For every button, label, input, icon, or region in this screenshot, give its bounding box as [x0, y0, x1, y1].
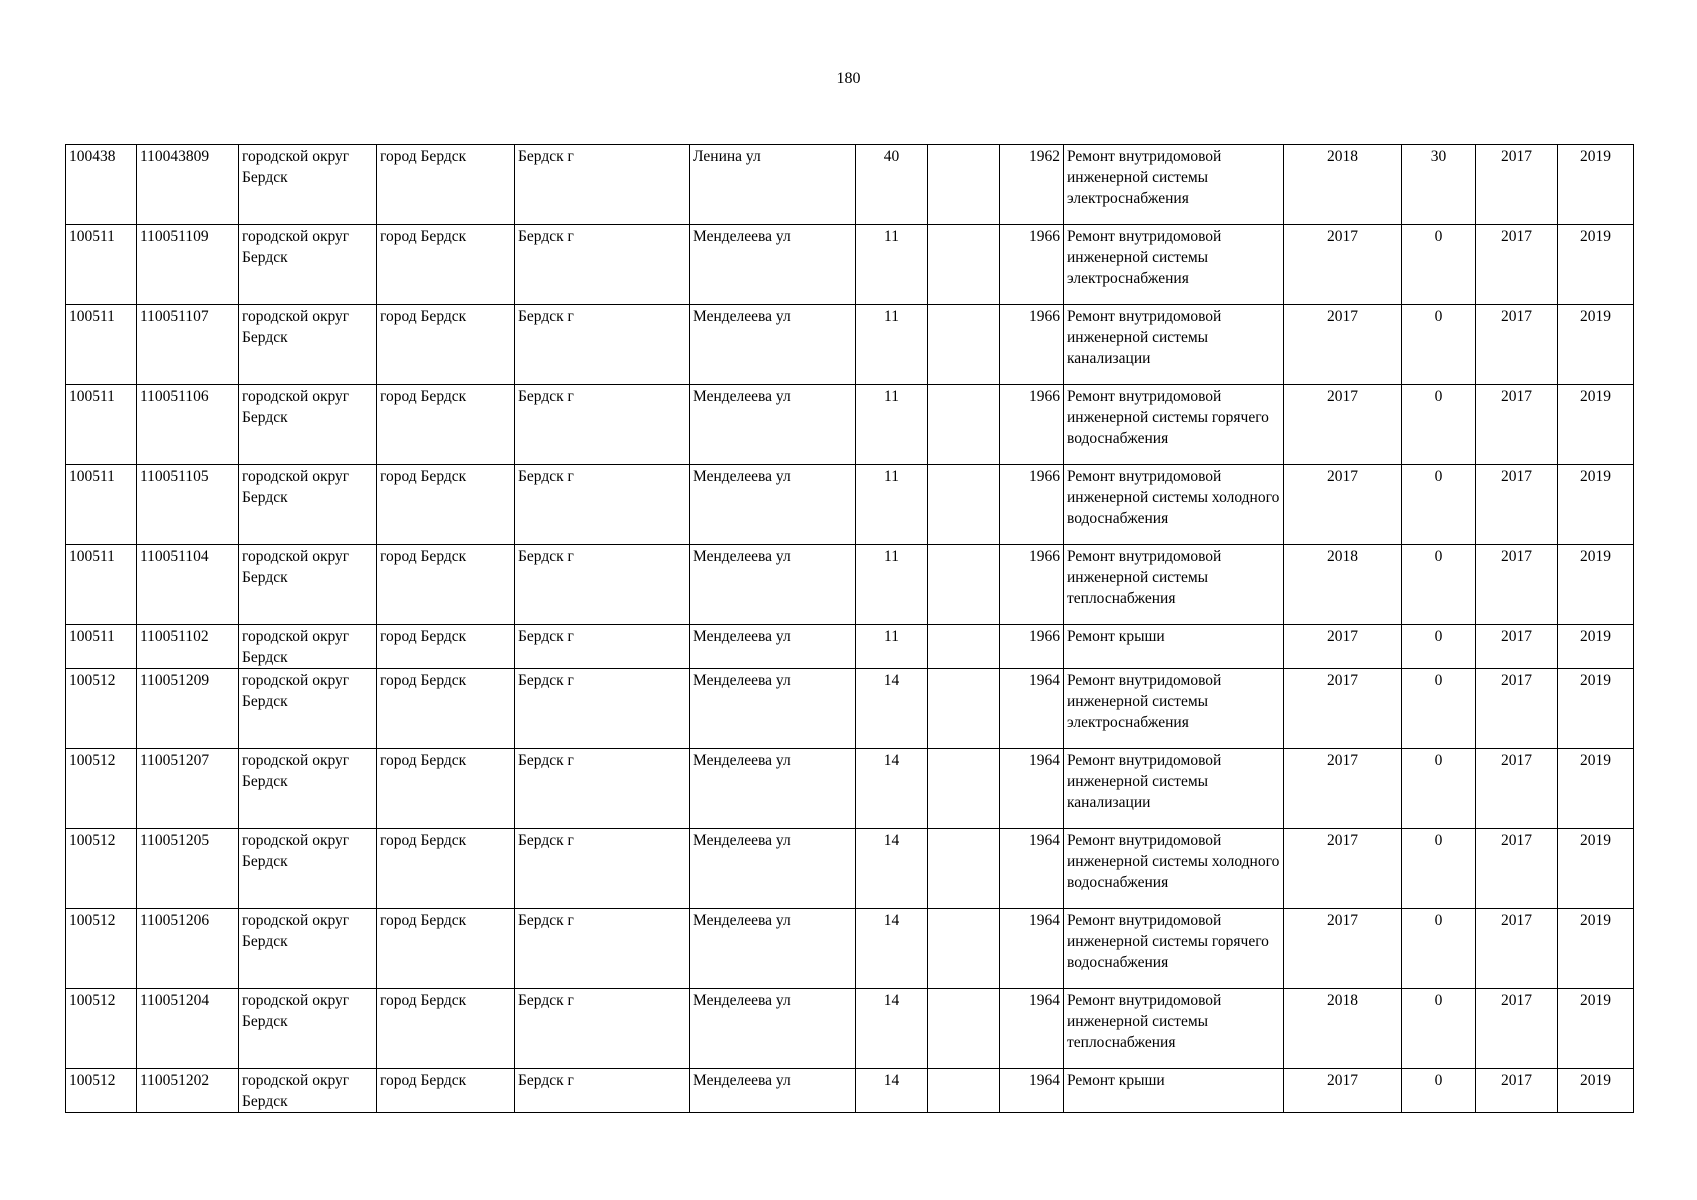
end-year-cell: 2019: [1558, 829, 1634, 909]
house-number-cell: 11: [856, 305, 928, 385]
start-year-cell: 2017: [1476, 225, 1558, 305]
element-id-cell: 110051105: [137, 465, 239, 545]
start-year-cell: 2017: [1476, 909, 1558, 989]
work-type-cell: Ремонт внутридомовой инженерной системы канализации: [1064, 749, 1284, 829]
element-id-cell: 110051102: [137, 625, 239, 669]
element-id-cell: 110043809: [137, 145, 239, 225]
end-year-cell: 2019: [1558, 625, 1634, 669]
settlement-cell: город Бердск: [377, 989, 515, 1069]
plan-year-cell: 2018: [1284, 145, 1402, 225]
end-year-cell: 2019: [1558, 465, 1634, 545]
build-year-cell: 1964: [1000, 989, 1064, 1069]
street-cell: Менделеева ул: [690, 625, 856, 669]
work-type-cell: Ремонт внутридомовой инженерной системы электроснабжения: [1064, 145, 1284, 225]
building-cell: [928, 669, 1000, 749]
building-cell: [928, 1069, 1000, 1113]
build-year-cell: 1964: [1000, 749, 1064, 829]
end-year-cell: 2019: [1558, 1069, 1634, 1113]
record-id-cell: 100511: [66, 385, 137, 465]
house-number-cell: 14: [856, 669, 928, 749]
plan-year-cell: 2017: [1284, 909, 1402, 989]
building-cell: [928, 305, 1000, 385]
percent-cell: 0: [1402, 625, 1476, 669]
start-year-cell: 2017: [1476, 989, 1558, 1069]
build-year-cell: 1966: [1000, 305, 1064, 385]
percent-cell: 0: [1402, 1069, 1476, 1113]
build-year-cell: 1964: [1000, 909, 1064, 989]
element-id-cell: 110051204: [137, 989, 239, 1069]
percent-cell: 0: [1402, 465, 1476, 545]
plan-year-cell: 2017: [1284, 749, 1402, 829]
end-year-cell: 2019: [1558, 909, 1634, 989]
municipality-cell: городской округ Бердск: [239, 465, 377, 545]
build-year-cell: 1962: [1000, 145, 1064, 225]
record-id-cell: 100512: [66, 749, 137, 829]
record-id-cell: 100511: [66, 545, 137, 625]
work-type-cell: Ремонт внутридомовой инженерной системы теплоснабжения: [1064, 545, 1284, 625]
build-year-cell: 1966: [1000, 225, 1064, 305]
settlement-cell: город Бердск: [377, 225, 515, 305]
locality-cell: Бердск г: [515, 829, 690, 909]
element-id-cell: 110051205: [137, 829, 239, 909]
build-year-cell: 1966: [1000, 465, 1064, 545]
work-type-cell: Ремонт внутридомовой инженерной системы холодного водоснабжения: [1064, 465, 1284, 545]
element-id-cell: 110051107: [137, 305, 239, 385]
house-number-cell: 14: [856, 1069, 928, 1113]
street-cell: Менделеева ул: [690, 225, 856, 305]
element-id-cell: 110051202: [137, 1069, 239, 1113]
settlement-cell: город Бердск: [377, 625, 515, 669]
plan-year-cell: 2018: [1284, 989, 1402, 1069]
start-year-cell: 2017: [1476, 749, 1558, 829]
settlement-cell: город Бердск: [377, 465, 515, 545]
house-number-cell: 14: [856, 909, 928, 989]
percent-cell: 0: [1402, 749, 1476, 829]
percent-cell: 0: [1402, 225, 1476, 305]
record-id-cell: 100512: [66, 1069, 137, 1113]
table-row: [66, 545, 1634, 625]
percent-cell: 0: [1402, 305, 1476, 385]
street-cell: Менделеева ул: [690, 305, 856, 385]
work-type-cell: Ремонт крыши: [1064, 1069, 1284, 1113]
table-row: [66, 625, 1634, 669]
street-cell: Менделеева ул: [690, 909, 856, 989]
building-cell: [928, 145, 1000, 225]
record-id-cell: 100512: [66, 989, 137, 1069]
municipality-cell: городской округ Бердск: [239, 145, 377, 225]
building-cell: [928, 625, 1000, 669]
municipality-cell: городской округ Бердск: [239, 305, 377, 385]
building-cell: [928, 545, 1000, 625]
house-number-cell: 11: [856, 545, 928, 625]
house-number-cell: 14: [856, 829, 928, 909]
percent-cell: 0: [1402, 829, 1476, 909]
building-cell: [928, 385, 1000, 465]
street-cell: Менделеева ул: [690, 545, 856, 625]
element-id-cell: 110051109: [137, 225, 239, 305]
work-type-cell: Ремонт внутридомовой инженерной системы электроснабжения: [1064, 225, 1284, 305]
plan-year-cell: 2017: [1284, 829, 1402, 909]
percent-cell: 0: [1402, 545, 1476, 625]
settlement-cell: город Бердск: [377, 669, 515, 749]
build-year-cell: 1964: [1000, 669, 1064, 749]
table-row: [66, 225, 1634, 305]
house-number-cell: 11: [856, 225, 928, 305]
municipality-cell: городской округ Бердск: [239, 385, 377, 465]
build-year-cell: 1964: [1000, 829, 1064, 909]
street-cell: Менделеева ул: [690, 1069, 856, 1113]
house-number-cell: 11: [856, 385, 928, 465]
plan-year-cell: 2017: [1284, 225, 1402, 305]
end-year-cell: 2019: [1558, 989, 1634, 1069]
building-cell: [928, 749, 1000, 829]
municipality-cell: городской округ Бердск: [239, 1069, 377, 1113]
table-row: [66, 909, 1634, 989]
settlement-cell: город Бердск: [377, 1069, 515, 1113]
percent-cell: 0: [1402, 989, 1476, 1069]
locality-cell: Бердск г: [515, 1069, 690, 1113]
build-year-cell: 1964: [1000, 1069, 1064, 1113]
table-row: [66, 669, 1634, 749]
municipality-cell: городской округ Бердск: [239, 225, 377, 305]
element-id-cell: 110051209: [137, 669, 239, 749]
start-year-cell: 2017: [1476, 625, 1558, 669]
building-cell: [928, 909, 1000, 989]
settlement-cell: город Бердск: [377, 909, 515, 989]
record-id-cell: 100512: [66, 669, 137, 749]
street-cell: Менделеева ул: [690, 465, 856, 545]
street-cell: Ленина ул: [690, 145, 856, 225]
settlement-cell: город Бердск: [377, 145, 515, 225]
end-year-cell: 2019: [1558, 385, 1634, 465]
house-number-cell: 11: [856, 465, 928, 545]
end-year-cell: 2019: [1558, 669, 1634, 749]
start-year-cell: 2017: [1476, 545, 1558, 625]
work-type-cell: Ремонт внутридомовой инженерной системы горячего водоснабжения: [1064, 909, 1284, 989]
building-cell: [928, 225, 1000, 305]
municipality-cell: городской округ Бердск: [239, 829, 377, 909]
table-row: [66, 989, 1634, 1069]
register-table: [65, 144, 1634, 1113]
work-type-cell: Ремонт внутридомовой инженерной системы канализации: [1064, 305, 1284, 385]
street-cell: Менделеева ул: [690, 385, 856, 465]
locality-cell: Бердск г: [515, 545, 690, 625]
locality-cell: Бердск г: [515, 465, 690, 545]
record-id-cell: 100438: [66, 145, 137, 225]
building-cell: [928, 465, 1000, 545]
locality-cell: Бердск г: [515, 625, 690, 669]
locality-cell: Бердск г: [515, 145, 690, 225]
end-year-cell: 2019: [1558, 749, 1634, 829]
table-row: [66, 829, 1634, 909]
work-type-cell: Ремонт крыши: [1064, 625, 1284, 669]
municipality-cell: городской округ Бердск: [239, 909, 377, 989]
street-cell: Менделеева ул: [690, 989, 856, 1069]
record-id-cell: 100511: [66, 465, 137, 545]
build-year-cell: 1966: [1000, 625, 1064, 669]
end-year-cell: 2019: [1558, 545, 1634, 625]
municipality-cell: городской округ Бердск: [239, 625, 377, 669]
record-id-cell: 100512: [66, 909, 137, 989]
locality-cell: Бердск г: [515, 669, 690, 749]
element-id-cell: 110051207: [137, 749, 239, 829]
locality-cell: Бердск г: [515, 385, 690, 465]
building-cell: [928, 829, 1000, 909]
locality-cell: Бердск г: [515, 749, 690, 829]
plan-year-cell: 2017: [1284, 385, 1402, 465]
percent-cell: 0: [1402, 669, 1476, 749]
settlement-cell: город Бердск: [377, 829, 515, 909]
house-number-cell: 14: [856, 989, 928, 1069]
locality-cell: Бердск г: [515, 989, 690, 1069]
municipality-cell: городской округ Бердск: [239, 545, 377, 625]
build-year-cell: 1966: [1000, 385, 1064, 465]
plan-year-cell: 2017: [1284, 1069, 1402, 1113]
work-type-cell: Ремонт внутридомовой инженерной системы горячего водоснабжения: [1064, 385, 1284, 465]
municipality-cell: городской округ Бердск: [239, 749, 377, 829]
record-id-cell: 100511: [66, 305, 137, 385]
table-row: [66, 305, 1634, 385]
work-type-cell: Ремонт внутридомовой инженерной системы холодного водоснабжения: [1064, 829, 1284, 909]
start-year-cell: 2017: [1476, 145, 1558, 225]
locality-cell: Бердск г: [515, 909, 690, 989]
start-year-cell: 2017: [1476, 829, 1558, 909]
plan-year-cell: 2018: [1284, 545, 1402, 625]
element-id-cell: 110051206: [137, 909, 239, 989]
start-year-cell: 2017: [1476, 385, 1558, 465]
locality-cell: Бердск г: [515, 305, 690, 385]
settlement-cell: город Бердск: [377, 749, 515, 829]
build-year-cell: 1966: [1000, 545, 1064, 625]
plan-year-cell: 2017: [1284, 669, 1402, 749]
settlement-cell: город Бердск: [377, 545, 515, 625]
plan-year-cell: 2017: [1284, 465, 1402, 545]
record-id-cell: 100511: [66, 625, 137, 669]
element-id-cell: 110051104: [137, 545, 239, 625]
table-body: [66, 145, 1634, 1113]
table-row: [66, 1069, 1634, 1113]
municipality-cell: городской округ Бердск: [239, 989, 377, 1069]
house-number-cell: 40: [856, 145, 928, 225]
plan-year-cell: 2017: [1284, 625, 1402, 669]
house-number-cell: 11: [856, 625, 928, 669]
table-row: [66, 385, 1634, 465]
work-type-cell: Ремонт внутридомовой инженерной системы теплоснабжения: [1064, 989, 1284, 1069]
start-year-cell: 2017: [1476, 669, 1558, 749]
start-year-cell: 2017: [1476, 305, 1558, 385]
percent-cell: 0: [1402, 385, 1476, 465]
end-year-cell: 2019: [1558, 305, 1634, 385]
element-id-cell: 110051106: [137, 385, 239, 465]
municipality-cell: городской округ Бердск: [239, 669, 377, 749]
end-year-cell: 2019: [1558, 145, 1634, 225]
table-row: [66, 749, 1634, 829]
settlement-cell: город Бердск: [377, 385, 515, 465]
start-year-cell: 2017: [1476, 1069, 1558, 1113]
end-year-cell: 2019: [1558, 225, 1634, 305]
house-number-cell: 14: [856, 749, 928, 829]
percent-cell: 30: [1402, 145, 1476, 225]
plan-year-cell: 2017: [1284, 305, 1402, 385]
street-cell: Менделеева ул: [690, 829, 856, 909]
start-year-cell: 2017: [1476, 465, 1558, 545]
building-cell: [928, 989, 1000, 1069]
street-cell: Менделеева ул: [690, 669, 856, 749]
work-type-cell: Ремонт внутридомовой инженерной системы электроснабжения: [1064, 669, 1284, 749]
table-row: [66, 465, 1634, 545]
table-row: [66, 145, 1634, 225]
record-id-cell: 100511: [66, 225, 137, 305]
percent-cell: 0: [1402, 909, 1476, 989]
page-number: 180: [836, 70, 861, 87]
street-cell: Менделеева ул: [690, 749, 856, 829]
record-id-cell: 100512: [66, 829, 137, 909]
settlement-cell: город Бердск: [377, 305, 515, 385]
locality-cell: Бердск г: [515, 225, 690, 305]
